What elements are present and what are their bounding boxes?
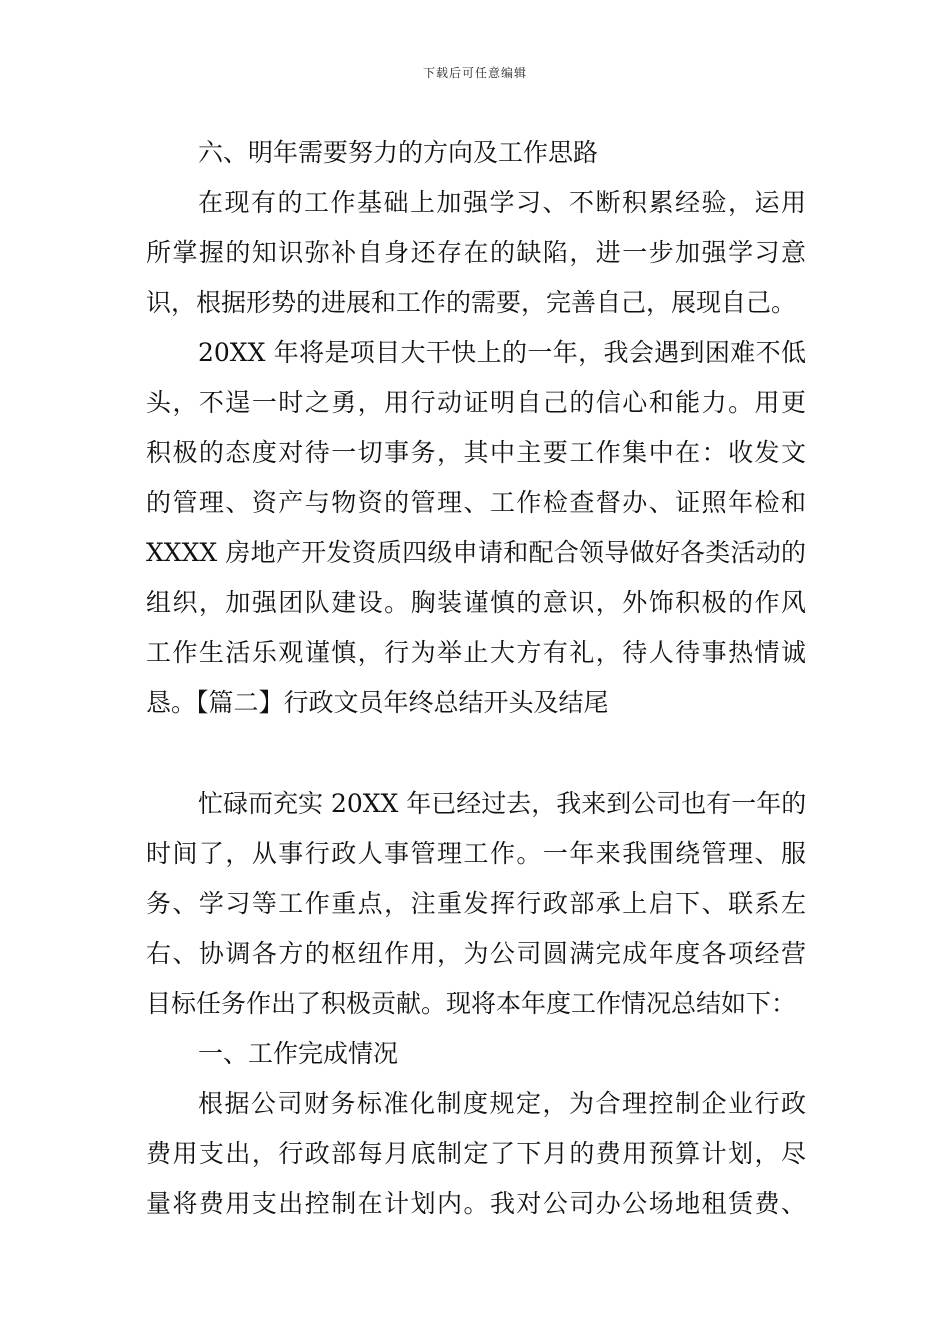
- paragraph-line: 根据公司财务标准化制度规定，为合理控制企业行政: [198, 1089, 806, 1118]
- paragraph-line: 量将费用支出控制在计划内。我对公司办公场地租赁费、: [146, 1189, 806, 1218]
- paragraph-line: 头，不逞一时之勇，用行动证明自己的信心和能力。用更: [146, 388, 806, 417]
- paragraph-budget-control: [146, 1079, 806, 1229]
- paragraph-learning: [146, 178, 806, 328]
- paragraph-line: 右、协调各方的枢纽作用，为公司圆满完成年度各项经营: [146, 939, 806, 968]
- blank-spacer: [146, 728, 806, 779]
- paragraph-line: 识，根据形势的进展和工作的需要，完善自己，展现自己。: [146, 288, 797, 317]
- paragraph-line: 目标任务作出了积极贡献。现将本年度工作情况总结如下：: [146, 989, 797, 1018]
- page-header-note: 下载后可任意编辑: [422, 66, 527, 80]
- paragraph-line: 务、学习等工作重点，注重发挥行政部承上启下、联系左: [146, 889, 806, 918]
- paragraph-line: 的管理、资产与物资的管理、工作检查督办、证照年检和: [146, 488, 806, 517]
- paragraph-line: 所掌握的知识弥补自身还存在的缺陷，进一步加强学习意: [146, 238, 806, 267]
- paragraph-line-with-article-title: 恳。【篇二】行政文员年终总结开头及结尾: [146, 688, 609, 717]
- paragraph-line: 时间了，从事行政人事管理工作。一年来我围绕管理、服: [146, 839, 806, 868]
- paragraph-line: 组织，加强团队建设。胸装谨慎的意识，外饰积极的作风: [146, 588, 806, 617]
- section-heading-future-direction: 六、明年需要努力的方向及工作思路: [198, 138, 599, 167]
- paragraph-line: 20XX 年将是项目大干快上的一年，我会遇到困难不低: [198, 338, 806, 367]
- document-body: [146, 128, 806, 1229]
- paragraph-year-summary-intro: [146, 779, 806, 1029]
- paragraph-line: 工作生活乐观谨慎，行为举止大方有礼，待人待事热情诚: [146, 638, 806, 667]
- paragraph-line: 在现有的工作基础上加强学习、不断积累经验，运用: [198, 188, 806, 217]
- paragraph-next-year-plan: [146, 328, 806, 728]
- paragraph-line: 费用支出，行政部每月底制定了下月的费用预算计划，尽: [146, 1139, 806, 1168]
- section-heading-work-completion: 一、工作完成情况: [198, 1039, 399, 1068]
- paragraph-line: XXXX 房地产开发资质四级申请和配合领导做好各类活动的: [146, 538, 806, 567]
- paragraph-line: 积极的态度对待一切事务，其中主要工作集中在：收发文: [146, 438, 806, 467]
- paragraph-line: 忙碌而充实 20XX 年已经过去，我来到公司也有一年的: [198, 789, 807, 818]
